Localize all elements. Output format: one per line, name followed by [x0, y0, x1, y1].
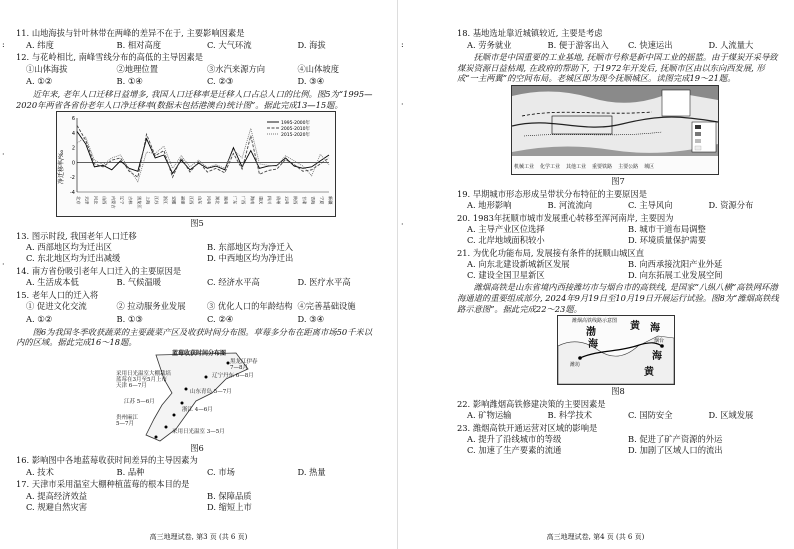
map-title: 潍烟高铁线路示意图: [572, 318, 618, 325]
edge-mark: ·: [401, 100, 404, 109]
options-17: [16, 491, 378, 512]
question-17: 17. 天津市采用温室大棚种植蓝莓的根本目的是: [16, 479, 190, 490]
x-tick-label: 安徽: [171, 196, 177, 205]
option: A. 劳务就业: [467, 39, 512, 50]
items-15: [16, 301, 378, 312]
sea-label: 黄: [630, 321, 640, 333]
option: C. 国防安全: [628, 410, 673, 421]
options-14: [16, 277, 378, 288]
figure-7-legend: [514, 162, 654, 173]
figure-5-caption: 图5: [190, 218, 204, 229]
option: C. 北岸地域面积较小: [467, 234, 545, 245]
intro-fig5: 近年来, 老年人口迁移日益增多, 我国人口迁移率是迁移人口占总人口的比例。图5为“1995—2020年两省各省份老年人口净迁移率(数据未包括港澳台)统计图”。据此完成13—15题。: [16, 88, 373, 110]
option: D. 加剧了区域人口的流出: [628, 445, 723, 456]
option: D. 资源分布: [708, 200, 754, 211]
x-tick-label: 江苏: [154, 196, 160, 205]
label-zhejiang: 浙江 4—6月: [182, 406, 213, 413]
figure-6-map: [116, 349, 276, 445]
y-tick-label: 4: [71, 130, 75, 137]
x-tick-label: 内蒙古: [110, 196, 116, 209]
figure-7-caption: 图7: [611, 175, 625, 186]
elevation-swatch: [695, 125, 701, 129]
label-heilongjiang: 黑龙江伊春 7—8月: [230, 358, 258, 371]
label-tianjin: 采用日光温室大棚栽培 蓝莓在3月至5月上市 天津 6—7月: [116, 370, 172, 389]
option: D. 热量: [297, 466, 326, 477]
option: D. 区域发展: [708, 410, 754, 421]
x-tick-label: 海南: [249, 196, 255, 205]
site-dot: [173, 413, 176, 416]
options-15: [16, 314, 378, 325]
option: C. ②④: [207, 313, 234, 324]
city-label-yantai: 烟台: [654, 338, 665, 345]
site-dot: [181, 401, 184, 404]
edge-mark: :: [401, 40, 404, 49]
option: A. ①②: [26, 76, 53, 87]
option: B. 便于游客出入: [547, 39, 609, 50]
map-title: 蓝莓收获时间分布图: [172, 349, 227, 357]
sea-label: 海: [652, 351, 662, 363]
legend-item: 重要铁路: [592, 164, 613, 171]
option: A. 矿物运输: [467, 410, 512, 421]
figure-7-map: [511, 85, 719, 175]
question-22: 22. 影响潍烟高铁修建决策的主要因素是: [457, 398, 606, 409]
option: A. 纬度: [26, 39, 54, 50]
city-label-weifang: 潍坊: [570, 362, 581, 369]
edge-mark: ·: [401, 220, 404, 229]
option: B. 促进了矿产资源的外运: [628, 434, 723, 445]
option: A. 提高经济效益: [26, 491, 88, 502]
question-21: 21. 为优化功能布局, 发展接有条件的抚顺山城区直: [457, 247, 645, 258]
option: D. 环境质量保护需要: [628, 234, 707, 245]
legend-label: 2015-2020年: [281, 133, 311, 139]
x-tick-label: 四川: [267, 196, 273, 205]
option: B. 气候温暖: [116, 277, 162, 288]
option: A. 地形影响: [467, 200, 512, 211]
option: C. 经济水平高: [207, 277, 260, 288]
option: B. 河流流向: [547, 200, 593, 211]
x-tick-label: 宁夏: [319, 196, 325, 205]
x-tick-label: 天津: [84, 196, 90, 205]
question-18: 18. 基地选址靠近城镇较近, 主要是考虑: [457, 28, 603, 38]
intro-fig7: 抚顺市是中国重要的工业基地, 抚顺市号称是新中国工业的摇篮。由于煤炭开采导致煤炭资源日益枯竭, 在政府的帮助下, 于1972年开发后, 抚顺市区由以东向西发展, 形成“一主两翼”的空间布局。老城区即为现今抚顺城区。读图完成19～21题。: [457, 52, 778, 84]
option: A. 西部地区均为迁出区: [26, 242, 112, 253]
x-tick-label: 江西: [188, 196, 194, 205]
label-greenhouse: 采用日光温室 3—5月: [172, 428, 225, 435]
legend-item: 主要公路: [618, 164, 639, 171]
y-tick-label: -2: [70, 175, 75, 182]
site-dot: [155, 435, 158, 438]
options-13: [16, 242, 378, 263]
options-18: [457, 40, 779, 51]
x-tick-label: 山东: [197, 196, 203, 205]
x-tick-label: 河北: [93, 196, 99, 205]
option: D. 海拔: [297, 39, 326, 50]
item: ①山体海拔: [26, 63, 68, 74]
x-tick-label: 福建: [180, 196, 186, 205]
option: A. 生活成本低: [26, 277, 79, 288]
x-tick-label: 贵州: [275, 196, 281, 205]
option: B. ①③: [116, 313, 143, 324]
x-tick-label: 云南: [284, 196, 290, 205]
label-majiang: 贵州麻江 5—7月: [116, 414, 139, 427]
question-23: 23. 潍烟高铁开通运营对区域的影响是: [457, 422, 598, 433]
question-11: 11. 山地海拔与针叶林带在两峰的差异不在于, 主要影响因素是: [16, 28, 245, 38]
option: B. 向西承接沈阳产业外延: [628, 259, 723, 270]
option: A. 向东北建设新城新区发展: [467, 259, 570, 270]
item: ④山体坡度: [297, 63, 339, 74]
option: C. ②③: [207, 76, 234, 87]
option: A. 技术: [26, 466, 54, 477]
option: D. 缩短上市: [207, 501, 252, 512]
sea-label: 海: [588, 339, 598, 351]
figure-5-chart: [56, 111, 336, 217]
legend-label: 2005-2010年: [281, 127, 311, 133]
options-20: [457, 224, 779, 245]
option: B. 保障品质: [207, 491, 252, 502]
question-13: 13. 图示时段, 我国老年人口迁移: [16, 230, 137, 241]
option: B. 相对高度: [116, 39, 162, 50]
sea-label: 黄: [644, 367, 654, 379]
legend-item: 城区: [644, 164, 655, 171]
edge-mark: ·: [2, 150, 5, 159]
x-tick-label: 湖南: [223, 196, 229, 205]
x-tick-label: 湖北: [215, 196, 221, 205]
options-11: [16, 40, 378, 51]
options-23: [457, 434, 779, 455]
option: B. 东部地区均为净迁入: [207, 242, 294, 253]
x-tick-label: 青海: [310, 196, 316, 205]
x-tick-label: 陕西: [293, 196, 299, 205]
figure-8-map: [557, 315, 675, 385]
option: B. 品种: [116, 466, 145, 477]
line-chart: [57, 112, 335, 216]
x-tick-label: 重庆: [258, 196, 264, 205]
x-tick-label: 黑龙江: [136, 196, 142, 209]
item: ②地理位置: [116, 63, 158, 74]
x-tick-label: 吉林: [128, 196, 134, 205]
option: B. 科学技术: [547, 410, 593, 421]
label-dandong: 辽宁丹东 6—8月: [212, 372, 254, 379]
options-22: [457, 410, 779, 421]
option: D. 向东拓展工业发展空间: [628, 269, 723, 280]
option: A. 主导产业区位选择: [467, 224, 545, 235]
legend-item: 化学工业: [540, 164, 561, 171]
x-tick-label: 河南: [206, 196, 212, 205]
x-tick-label: 新疆: [328, 196, 333, 205]
question-12: 12. 与花岭相比, 南峰雪线分布的高低的主导因素是: [16, 52, 204, 63]
y-tick-label: 0: [71, 160, 75, 167]
question-16: 16. 影响图中各地蓝莓收获时间差异的主导因素为: [16, 455, 198, 466]
page-footer: 高三地理试卷, 第3 页 (共 6 页): [149, 533, 248, 542]
option: C. 建设全国卫星新区: [467, 269, 545, 280]
x-tick-label: 广东: [232, 196, 238, 205]
item: ① 促进文化交流: [26, 301, 87, 312]
y-tick-label: -4: [70, 190, 75, 197]
legend-item: 机械工业: [514, 164, 535, 171]
label-qingdao: 山东青岛 5—7月: [190, 388, 232, 395]
label-jiangsu: 江苏 5—6月: [124, 398, 155, 405]
elevation-swatch: [695, 146, 701, 150]
option: D. 中西地区均为净迁出: [207, 252, 294, 263]
option: B. 城市干道布局调整: [628, 224, 706, 235]
option: C. 大气环流: [207, 39, 252, 50]
option: C. 主导风向: [628, 200, 673, 211]
item: ③ 优化人口的年龄结构: [207, 301, 293, 312]
option: A. ①②: [26, 313, 53, 324]
edge-mark: ·: [2, 260, 5, 269]
question-20: 20. 1983年抚顺市城市发展重心转移至浑河南岸, 主要因为: [457, 212, 674, 223]
edge-mark: :: [2, 40, 5, 49]
site-dot: [205, 375, 208, 378]
option: A. 提升了沿线城市的等级: [467, 434, 562, 445]
option: D. 医疗水平高: [297, 277, 351, 288]
sea-label: 海: [650, 323, 660, 335]
legend-label: 1995-2000年: [281, 121, 311, 127]
sea-label: 渤: [586, 327, 596, 339]
x-tick-label: 广西: [241, 196, 247, 205]
options-19: [457, 200, 779, 211]
x-tick-label: 上海: [145, 196, 151, 205]
item: ④完善基础设施: [297, 301, 356, 312]
option: D. ③④: [297, 313, 325, 324]
y-tick-label: 2: [71, 145, 75, 152]
option: B. ①④: [116, 76, 143, 87]
x-tick-label: 山西: [102, 196, 108, 205]
question-19: 19. 早期城市形态形成呈带状分布特征的主要原因是: [457, 188, 648, 199]
options-21: [457, 259, 779, 280]
elevation-swatch: [695, 132, 701, 136]
item: ③水汽来源方向: [207, 63, 266, 74]
question-14: 14. 南方省份吸引老年人口迁入的主要原因是: [16, 265, 182, 276]
figure-6-caption: 图6: [190, 442, 204, 453]
fushun-map: [512, 86, 718, 174]
option: C. 加速了生产要素的流通: [467, 445, 562, 456]
option: C. 东北地区均为迁出减缓: [26, 252, 121, 263]
option: D. ③④: [297, 76, 325, 87]
option: C. 规避自然灾害: [26, 501, 88, 512]
options-12: [16, 76, 378, 87]
intro-fig6: 图6为我国冬季收获蔬菜的主要蔬菜产区及收获时间分布图。草莓多分布在距离市场50千米以内的区域。据此完成16～18题。: [16, 326, 373, 348]
y-tick-label: 6: [71, 116, 75, 123]
figure-8-caption: 图8: [611, 386, 625, 397]
option: C. 快速运出: [628, 39, 673, 50]
site-dot: [185, 387, 188, 390]
site-dot: [165, 425, 168, 428]
item: ② 拉动服务业发展: [116, 301, 186, 312]
options-16: [16, 467, 378, 478]
items-12: [16, 64, 378, 75]
elevation-swatch: [695, 139, 701, 143]
x-tick-label: 辽宁: [119, 196, 125, 205]
question-15: 15. 老年人口的迁入将: [16, 289, 99, 300]
y-axis-label: 净迁移率/‰: [58, 150, 65, 185]
option: C. 市场: [207, 466, 235, 477]
page-footer: 高三地理试卷, 第4 页 (共 6 页): [546, 533, 645, 542]
x-tick-label: 北京: [76, 196, 81, 205]
option: D. 人流量大: [708, 39, 754, 50]
x-tick-label: 甘肃: [301, 196, 307, 205]
intro-fig8: 潍烟高铁是山东省境内西接潍坊市与烟台市的高铁线, 是国家“八纵八横”高铁网环渤海通道的重要组成部分, 2024年9月19日至10月19日开展运行试验。图8为“潍烟高铁线路示意图”。据此完成22～23题。: [457, 282, 779, 314]
inset-map: [662, 90, 690, 116]
x-tick-label: 浙江: [162, 196, 168, 205]
exam-page-4: [397, 0, 794, 549]
legend-item: 其他工业: [566, 164, 587, 171]
